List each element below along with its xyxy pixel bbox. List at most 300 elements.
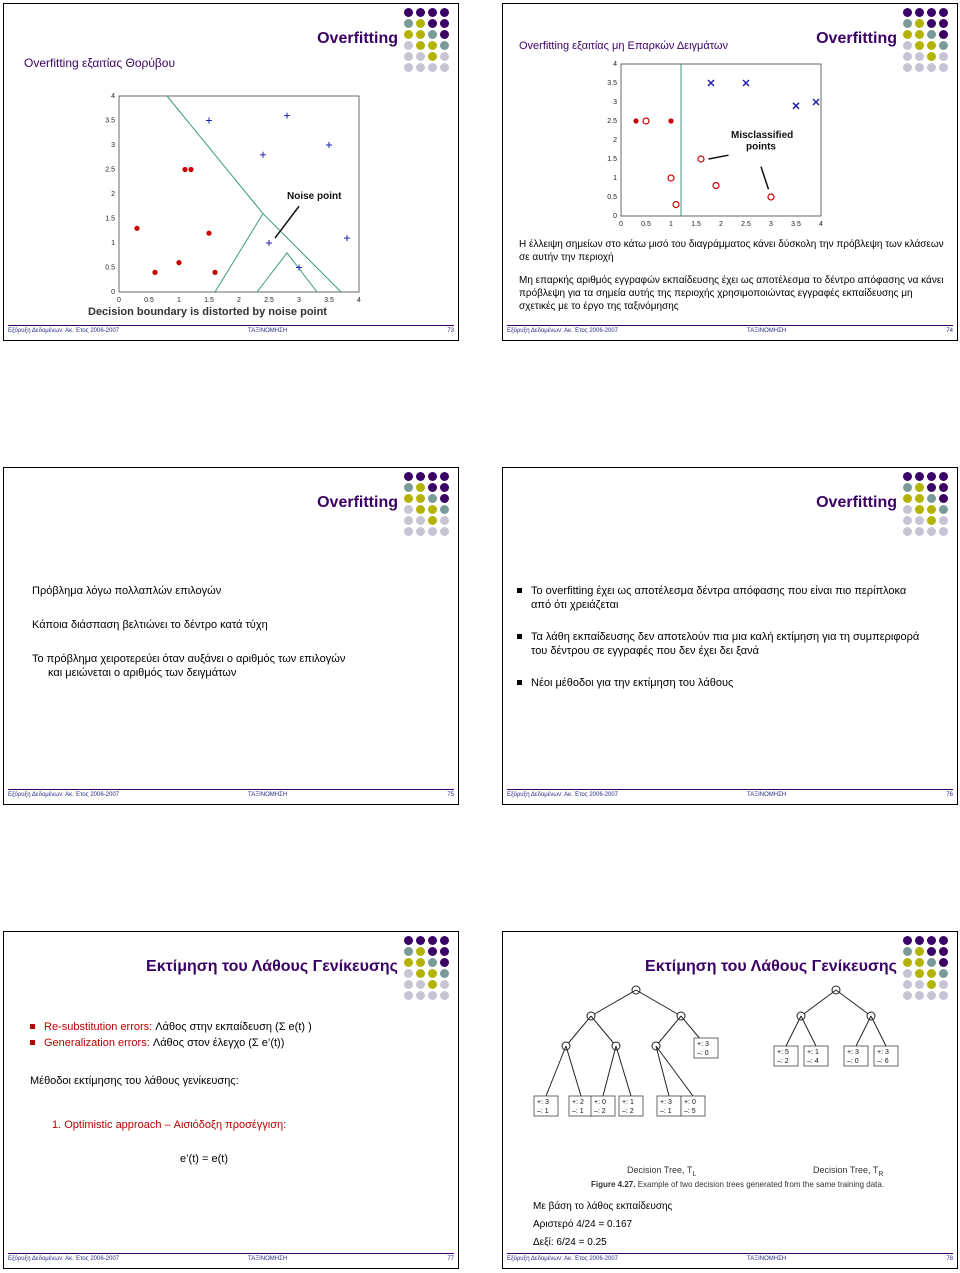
bullet-item: Το overfitting έχει ως αποτέλεσμα δέντρα απόφασης που είναι πιο περίπλοκα από ότι χρειάζεται (517, 584, 927, 612)
decoration-dot (404, 52, 413, 61)
paragraph: Δεξί: 6/24 = 0.25 (533, 1237, 607, 1248)
x-tick-label: 2 (719, 221, 723, 228)
paragraph: Μη επαρκής αριθμός εγγραφών εκπαίδευσης έχει ως αποτέλεσμα το δέντρο απόφασης να κάνει πρόβλεψη για τα σημεία αυτής της περιοχής χρησιμοποιώντας εγγραφές εκπαίδευσης μη σχετικές με το έργο της ταξινόμησης (519, 275, 944, 312)
decoration-dot (416, 947, 425, 956)
leaf-count: –: 1 (660, 1108, 672, 1115)
decoration-dot (903, 472, 912, 481)
slide-number: 75 (447, 792, 454, 798)
decoration-dot (404, 8, 413, 17)
noise-scatter-chart (99, 88, 399, 318)
decoration-dot (428, 991, 437, 1000)
x-tick-label: 3.5 (324, 297, 334, 304)
decoration-dot (404, 19, 413, 28)
annotation-label: Noise point (287, 190, 342, 202)
decoration-dot (416, 516, 425, 525)
decoration-dot (416, 52, 425, 61)
x-tick-label: 0.5 (641, 221, 651, 228)
decoration-dot (915, 505, 924, 514)
y-tick-label: 4 (613, 61, 617, 68)
decoration-dot (440, 505, 449, 514)
decoration-dot (927, 958, 936, 967)
decoration-dot (915, 472, 924, 481)
figure-caption (591, 1180, 884, 1189)
decoration-dot (440, 30, 449, 39)
y-tick-label: 1.5 (607, 156, 617, 163)
decoration-dot (939, 472, 948, 481)
decoration-dots (404, 936, 454, 1000)
slide-footer (8, 1256, 454, 1266)
tree-edge (591, 990, 636, 1016)
decoration-dot (440, 52, 449, 61)
x-tick-label: 0 (117, 297, 121, 304)
y-tick-label: 1 (111, 240, 115, 247)
x-tick-label: 3.5 (791, 221, 801, 228)
x-tick-label: 3 (769, 221, 773, 228)
decoration-dot (927, 494, 936, 503)
slide-77 (3, 931, 459, 1269)
paragraph: Το πρόβλημα χειροτερεύει όταν αυξάνει ο αριθμός των επιλογών (32, 653, 346, 665)
decoration-dot (440, 19, 449, 28)
leaf-count: +: 0 (684, 1099, 696, 1106)
tree-left-label: Decision Tree, $T_L$ (627, 1165, 697, 1176)
decoration-dot (404, 472, 413, 481)
footer-rule (507, 325, 953, 326)
tree-edge (603, 1046, 616, 1096)
x-tick-label: 1 (669, 221, 673, 228)
figure-text: Example of two decision trees generated from the same training data. (637, 1180, 885, 1189)
footer-topic: ΤΑΞΙΝΟΜΗΣΗ (747, 1256, 787, 1262)
decoration-dot (903, 527, 912, 536)
decoration-dot (416, 483, 425, 492)
decoration-dot (428, 41, 437, 50)
decoration-dots (404, 472, 454, 536)
decoration-dot (927, 52, 936, 61)
leaf-count: –: 2 (777, 1058, 789, 1065)
decoration-dot (428, 505, 437, 514)
slide-75 (3, 467, 459, 805)
annotation-label: points (746, 141, 776, 153)
x-tick-label: 0 (619, 221, 623, 228)
decoration-dot (903, 52, 912, 61)
decoration-dot (903, 947, 912, 956)
decoration-dot (404, 991, 413, 1000)
decoration-dot (939, 494, 948, 503)
footer-rule (8, 789, 454, 790)
slide-title: Εκτίμηση του Λάθους Γενίκευσης (645, 958, 897, 975)
decoration-dot (927, 505, 936, 514)
slide-73 (3, 3, 459, 341)
paragraph: Πρόβλημα λόγω πολλαπλών επιλογών (32, 585, 222, 597)
decoration-dot (927, 8, 936, 17)
footer-course: Εξόρυξη Δεδομένων: Ακ. Έτος 2006-2007 (507, 328, 619, 334)
decoration-dot (939, 41, 948, 50)
decoration-dot (927, 19, 936, 28)
decoration-dot (915, 19, 924, 28)
x-tick-label: 4 (357, 297, 361, 304)
tree-edge (636, 990, 681, 1016)
decoration-dot (927, 516, 936, 525)
x-tick-label: 3 (297, 297, 301, 304)
decoration-dot (915, 527, 924, 536)
y-tick-label: 2.5 (607, 118, 617, 125)
decoration-dot (416, 505, 425, 514)
y-tick-label: 3 (613, 99, 617, 106)
y-tick-label: 3.5 (607, 80, 617, 87)
paragraph: Κάποια διάσπαση βελτιώνει το δέντρο κατά τύχη (32, 619, 268, 631)
data-point (182, 167, 187, 172)
decoration-dot (440, 483, 449, 492)
data-point (176, 260, 181, 265)
decoration-dot (440, 527, 449, 536)
decoration-dot (927, 30, 936, 39)
decoration-dot (440, 936, 449, 945)
decoration-dot (440, 494, 449, 503)
decoration-dot (939, 980, 948, 989)
decoration-dot (927, 472, 936, 481)
term-definition: Λάθος στην εκπαίδευση (Σ e(t) ) (155, 1021, 312, 1033)
decoration-dot (428, 30, 437, 39)
decision-trees-figure (531, 976, 931, 1176)
slide-title: Εκτίμηση του Λάθους Γενίκευσης (146, 958, 398, 975)
leaf-count: –: 5 (684, 1108, 696, 1115)
tree-edge (856, 1016, 871, 1046)
slide-number: 73 (447, 328, 454, 334)
y-tick-label: 1.5 (105, 215, 115, 223)
decoration-dot (428, 980, 437, 989)
decoration-dot (416, 8, 425, 17)
tree-edge (656, 1016, 681, 1046)
y-tick-label: 2 (111, 191, 115, 198)
decoration-dot (428, 516, 437, 525)
leaf-count: –: 1 (537, 1108, 549, 1115)
decoration-dot (903, 19, 912, 28)
footer-rule (8, 325, 454, 326)
leaf-count: +: 3 (847, 1049, 859, 1056)
footer-course: Εξόρυξη Δεδομένων: Ακ. Έτος 2006-2007 (8, 1256, 120, 1262)
y-tick-label: 1 (613, 175, 617, 182)
decoration-dot (416, 936, 425, 945)
decoration-dot (440, 958, 449, 967)
leaf-count: –: 2 (622, 1108, 634, 1115)
decoration-dot (915, 41, 924, 50)
decoration-dot (428, 958, 437, 967)
decoration-dot (939, 947, 948, 956)
decoration-dot (927, 41, 936, 50)
slide-74 (502, 3, 958, 341)
term-definition: Λάθος στον έλεγχο (Σ e’(t)) (152, 1037, 285, 1049)
slide-number: 78 (946, 1256, 953, 1262)
decoration-dot (404, 936, 413, 945)
decoration-dot (416, 472, 425, 481)
footer-topic: ΤΑΞΙΝΟΜΗΣΗ (248, 792, 288, 798)
decoration-dot (404, 505, 413, 514)
x-tick-label: 1.5 (204, 297, 214, 304)
chart-caption: Decision boundary is distorted by noise point (88, 306, 327, 318)
decoration-dot (428, 483, 437, 492)
tree-edge (836, 990, 871, 1016)
footer-course: Εξόρυξη Δεδομένων: Ακ. Έτος 2006-2007 (8, 328, 120, 334)
slide-footer (8, 792, 454, 802)
tree-right-label: Decision Tree, $T_R$ (813, 1165, 884, 1176)
data-point (134, 226, 139, 231)
decoration-dot (915, 30, 924, 39)
decoration-dot (440, 63, 449, 72)
data-point (212, 270, 217, 275)
decoration-dot (927, 936, 936, 945)
decoration-dot (440, 41, 449, 50)
decoration-dot (915, 947, 924, 956)
decoration-dot (404, 483, 413, 492)
decoration-dot (903, 516, 912, 525)
decoration-dot (915, 63, 924, 72)
decoration-dot (903, 63, 912, 72)
y-tick-label: 4 (111, 93, 115, 100)
decoration-dot (416, 63, 425, 72)
x-tick-label: 2.5 (741, 221, 751, 228)
term-resubstitution: Re-substitution errors: (44, 1021, 153, 1033)
leaf-count: +: 1 (807, 1049, 819, 1056)
data-point (668, 118, 673, 123)
tree-edge (566, 1046, 581, 1096)
decoration-dot (416, 19, 425, 28)
leaf-count: +: 3 (697, 1041, 709, 1048)
decoration-dot (927, 63, 936, 72)
decoration-dot (428, 63, 437, 72)
slide-footer (8, 328, 454, 338)
decoration-dot (939, 969, 948, 978)
data-point (206, 231, 211, 236)
decoration-dot (915, 8, 924, 17)
slide-title: Overfitting (816, 494, 897, 511)
decoration-dot (939, 8, 948, 17)
decoration-dot (440, 472, 449, 481)
tree-edge (656, 1046, 669, 1096)
decoration-dot (939, 30, 948, 39)
term-generalization: Generalization errors: (44, 1037, 150, 1049)
data-point (633, 118, 638, 123)
tree-edge (591, 1016, 616, 1046)
decoration-dot (440, 947, 449, 956)
slide-number: 74 (946, 328, 953, 334)
x-tick-label: 1 (177, 297, 181, 304)
leaf-count: –: 2 (594, 1108, 606, 1115)
decoration-dot (416, 991, 425, 1000)
slide-title: Overfitting (816, 30, 897, 47)
footer-topic: ΤΑΞΙΝΟΜΗΣΗ (248, 1256, 288, 1262)
tree-edge (546, 1046, 566, 1096)
decoration-dot (939, 52, 948, 61)
slide-body (32, 584, 432, 680)
decoration-dot (440, 991, 449, 1000)
footer-rule (8, 1253, 454, 1254)
decoration-dot (404, 969, 413, 978)
slide-number: 76 (946, 792, 953, 798)
tree-edge (616, 1046, 631, 1096)
x-tick-label: 0.5 (144, 297, 154, 304)
decoration-dot (416, 969, 425, 978)
leaf-count: +: 5 (777, 1049, 789, 1056)
decoration-dot (416, 958, 425, 967)
x-tick-label: 4 (819, 221, 823, 228)
slide-body (517, 584, 927, 700)
decoration-dot (915, 52, 924, 61)
slide-76 (502, 467, 958, 805)
figure-number: Figure 4.27. (591, 1180, 636, 1189)
slide-subtitle: Overfitting εξαιτίας Θορύβου (24, 56, 176, 70)
footer-rule (507, 789, 953, 790)
leaf-count: +: 2 (572, 1099, 584, 1106)
leaf-count: –: 6 (877, 1058, 889, 1065)
decoration-dot (416, 30, 425, 39)
decoration-dot (416, 980, 425, 989)
footer-rule (507, 1253, 953, 1254)
tree-edge (801, 1016, 816, 1046)
tree-edge (801, 990, 836, 1016)
x-tick-label: 2.5 (264, 297, 274, 304)
paragraph: Αριστερό 4/24 = 0.167 (533, 1219, 633, 1230)
decoration-dot (428, 472, 437, 481)
decoration-dot (428, 969, 437, 978)
slide-title: Overfitting (317, 30, 398, 47)
tree-edge (566, 1016, 591, 1046)
decoration-dots (903, 8, 953, 72)
y-tick-label: 2 (613, 137, 617, 144)
leaf-count: +: 3 (877, 1049, 889, 1056)
slide-footer (507, 792, 953, 802)
decoration-dot (927, 483, 936, 492)
decoration-dot (903, 483, 912, 492)
y-tick-label: 0 (613, 213, 617, 220)
tree-edge (871, 1016, 886, 1046)
slide-footer (507, 328, 953, 338)
decoration-dot (404, 527, 413, 536)
y-tick-label: 0.5 (105, 264, 115, 272)
decoration-dot (903, 8, 912, 17)
decoration-dot (416, 527, 425, 536)
footer-topic: ΤΑΞΙΝΟΜΗΣΗ (248, 328, 288, 334)
decoration-dot (440, 516, 449, 525)
decoration-dot (903, 41, 912, 50)
slide-title: Overfitting (317, 494, 398, 511)
slide-number: 77 (447, 1256, 454, 1262)
bullet-item (30, 1036, 440, 1050)
decoration-dot (428, 52, 437, 61)
decoration-dot (428, 527, 437, 536)
decoration-dot (404, 958, 413, 967)
decoration-dot (915, 494, 924, 503)
decoration-dot (416, 494, 425, 503)
decoration-dots (404, 8, 454, 72)
decoration-dot (440, 969, 449, 978)
decoration-dot (903, 936, 912, 945)
decoration-dot (404, 516, 413, 525)
leaf-count: –: 0 (697, 1050, 709, 1057)
paragraph: Με βάση το λάθος εκπαίδευσης (533, 1201, 673, 1212)
slide-body (533, 1198, 672, 1252)
decoration-dot (939, 19, 948, 28)
optimistic-approach: 1. Optimistic approach – Αισιόδοξη προσέγγιση: (52, 1119, 287, 1131)
x-tick-label: 1.5 (691, 221, 701, 228)
decoration-dot (428, 19, 437, 28)
annotation-label: Misclassified (731, 130, 794, 142)
decoration-dot (404, 947, 413, 956)
paragraph: Η έλλειψη σημείων στο κάτω μισό του διαγράμματος κάνει δύσκολη την πρόβλεψη των κλάσεων σε αυτήν την περιοχή (519, 239, 944, 263)
decoration-dot (440, 8, 449, 17)
decoration-dot (440, 980, 449, 989)
decoration-dot (903, 505, 912, 514)
decoration-dot (927, 947, 936, 956)
y-tick-label: 2.5 (105, 166, 115, 174)
footer-topic: ΤΑΞΙΝΟΜΗΣΗ (747, 328, 787, 334)
y-tick-label: 3 (111, 142, 115, 149)
decoration-dot (903, 30, 912, 39)
decoration-dot (428, 947, 437, 956)
bullet-item: Τα λάθη εκπαίδευσης δεν αποτελούν πια μια καλή εκτίμηση για τη συμπεριφορά του δέντρου σε εγγραφές που δεν έχει δει ξανά (517, 630, 927, 658)
decoration-dot (939, 516, 948, 525)
bullet-item: Νέοι μέθοδοι για την εκτίμηση του λάθους (517, 676, 927, 690)
data-point (152, 270, 157, 275)
leaf-count: +: 3 (660, 1099, 672, 1106)
tree-edge (786, 1016, 801, 1046)
leaf-count: +: 3 (537, 1099, 549, 1106)
decoration-dot (903, 958, 912, 967)
data-point (188, 167, 193, 172)
footer-topic: ΤΑΞΙΝΟΜΗΣΗ (747, 792, 787, 798)
decoration-dot (404, 41, 413, 50)
decoration-dot (939, 483, 948, 492)
footer-course: Εξόρυξη Δεδομένων: Ακ. Έτος 2006-2007 (8, 792, 120, 798)
leaf-count: +: 1 (622, 1099, 634, 1106)
y-tick-label: 3.5 (105, 117, 115, 125)
leaf-count: –: 4 (807, 1058, 819, 1065)
decoration-dot (939, 505, 948, 514)
decoration-dot (939, 991, 948, 1000)
decoration-dot (939, 936, 948, 945)
bullet-item (30, 1020, 440, 1034)
decoration-dot (915, 958, 924, 967)
y-tick-label: 0 (111, 289, 115, 296)
decoration-dot (915, 516, 924, 525)
footer-course: Εξόρυξη Δεδομένων: Ακ. Έτος 2006-2007 (507, 1256, 619, 1262)
y-tick-label: 0.5 (607, 194, 617, 201)
decoration-dot (927, 527, 936, 536)
x-tick-label: 2 (237, 297, 241, 304)
decoration-dot (404, 63, 413, 72)
decoration-dot (915, 936, 924, 945)
leaf-count: –: 0 (847, 1058, 859, 1065)
decoration-dot (915, 483, 924, 492)
footer-course: Εξόρυξη Δεδομένων: Ακ. Έτος 2006-2007 (507, 792, 619, 798)
decoration-dot (404, 494, 413, 503)
decoration-dot (404, 980, 413, 989)
decoration-dot (404, 30, 413, 39)
leaf-count: –: 1 (572, 1108, 584, 1115)
paragraph: Μέθοδοι εκτίμησης του λάθους γενίκευσης: (30, 1075, 239, 1087)
decoration-dots (903, 472, 953, 536)
formula: e’(t) = e(t) (180, 1153, 228, 1165)
leaf-count: +: 0 (594, 1099, 606, 1106)
decoration-dot (939, 958, 948, 967)
paragraph-continuation: και μειώνεται ο αριθμός των δειγμάτων (48, 667, 237, 679)
tree-edge (656, 1046, 693, 1096)
slide-subtitle: Overfitting εξαιτίας μη Επαρκών Δειγμάτων (519, 40, 728, 52)
decoration-dot (939, 527, 948, 536)
slide-78 (502, 931, 958, 1269)
decoration-dot (428, 494, 437, 503)
decoration-dot (428, 8, 437, 17)
decoration-dot (428, 936, 437, 945)
slide-body (30, 1020, 440, 1176)
